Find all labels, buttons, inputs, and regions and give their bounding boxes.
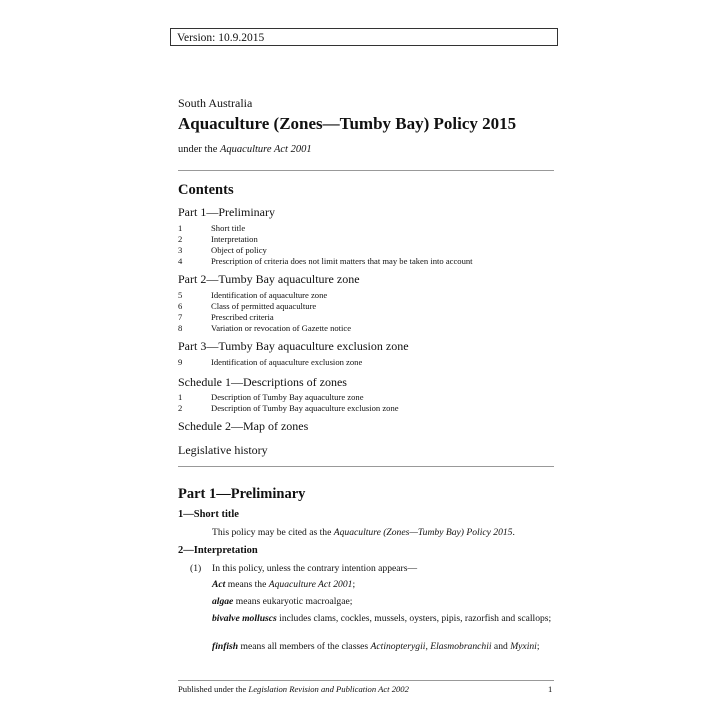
jurisdiction: South Australia	[178, 96, 253, 110]
part-1-heading: Part 1—Preliminary	[178, 486, 306, 502]
definition-algae: algae means eukaryotic macroalgae;	[212, 596, 353, 607]
section-1-heading: 1—Short title	[178, 509, 239, 520]
toc-legislative-history[interactable]: Legislative history	[178, 443, 268, 457]
policy-title-ref: Aquaculture (Zones—Tumby Bay) Policy 2015	[333, 527, 513, 538]
section-2-intro: In this policy, unless the contrary intention appears—	[212, 563, 418, 574]
divider	[178, 466, 554, 467]
definition-act: Act means the Aquaculture Act 2001;	[212, 579, 356, 590]
document-title: Aquaculture (Zones—Tumby Bay) Policy 2015	[178, 114, 517, 133]
definition-finfish: finfish means all members of the classes Actinopterygii, Elasmobranchii and Myxini;	[212, 641, 540, 652]
contents-heading: Contents	[178, 182, 234, 198]
toc-part-1[interactable]: Part 1—Preliminary	[178, 205, 275, 219]
toc-part-2[interactable]: Part 2—Tumby Bay aquaculture zone	[178, 272, 360, 286]
footer-text: Published under the Legislation Revision and Publication Act 2002	[178, 684, 409, 694]
section-1-text: This policy may be cited as the Aquaculture (Zones—Tumby Bay) Policy 2015.	[212, 527, 515, 538]
act-ref[interactable]: Aquaculture Act 2001	[268, 579, 353, 590]
footer-act-ref: Legislation Revision and Publication Act 2002	[248, 684, 409, 694]
version-label: Version: 10.9.2015	[170, 28, 558, 46]
enabling-act-line	[178, 144, 312, 155]
under-prefix: under the	[178, 144, 220, 155]
toc-part-3[interactable]: Part 3—Tumby Bay aquaculture exclusion zone	[178, 339, 409, 353]
footer-divider	[178, 680, 554, 681]
toc-schedule-2[interactable]: Schedule 2—Map of zones	[178, 419, 309, 433]
enabling-act-link[interactable]: Aquaculture Act 2001	[220, 144, 312, 155]
toc-schedule-1[interactable]: Schedule 1—Descriptions of zones	[178, 375, 347, 389]
definition-bivalve-molluscs: bivalve molluscs includes clams, cockles, mussels, oysters, pipis, razorfish and scallops;	[212, 613, 552, 624]
subsection-number: (1)	[190, 563, 202, 574]
document-page: Version: 10.9.2015 South Australia Aquaculture (Zones—Tumby Bay) Policy 2015 under the Aquaculture Act 2001 Contents Part 1—Preliminary 1 Short title 2 Interpretation 3 Object of policy 4 Prescription of criteria does not limit matters that may be taken into account Part 2—Tumby Bay aquaculture zone 5 Identification of aquaculture zone 6 Class of permitted aquaculture 7 Prescribed criteria 8 Variation or revocation of Gazette notice Part 3—Tumby Bay aquaculture exclusion zone 9 Identification of aquaculture exclusion zone Schedule 1—Descriptions of zones 1 Description of Tumby Bay aquaculture zone 2 Description of Tumby Bay aquaculture exclusion zone Schedule 2—Map of zones Legislative history Part 1—Preliminary 1—Short title This policy may be cited as the Aquaculture (Zones—Tumby Bay) Policy 2015. 2—Interpretation (1) In this policy, unless the contrary intention appears— Act means the Aquaculture Act 2001; algae means eukaryotic macroalgae; bivalve molluscs includes clams, cockles, mussels, oysters, pipis, razorfish and scallops; finfish means all members of the classes Actinopterygii, Elasmobranchii and Myxini; Published under the Legislation Revision and Publication Act 2002 1	[0, 0, 720, 720]
page-number: 1	[548, 684, 553, 694]
section-2-heading: 2—Interpretation	[178, 545, 258, 556]
divider	[178, 170, 554, 171]
